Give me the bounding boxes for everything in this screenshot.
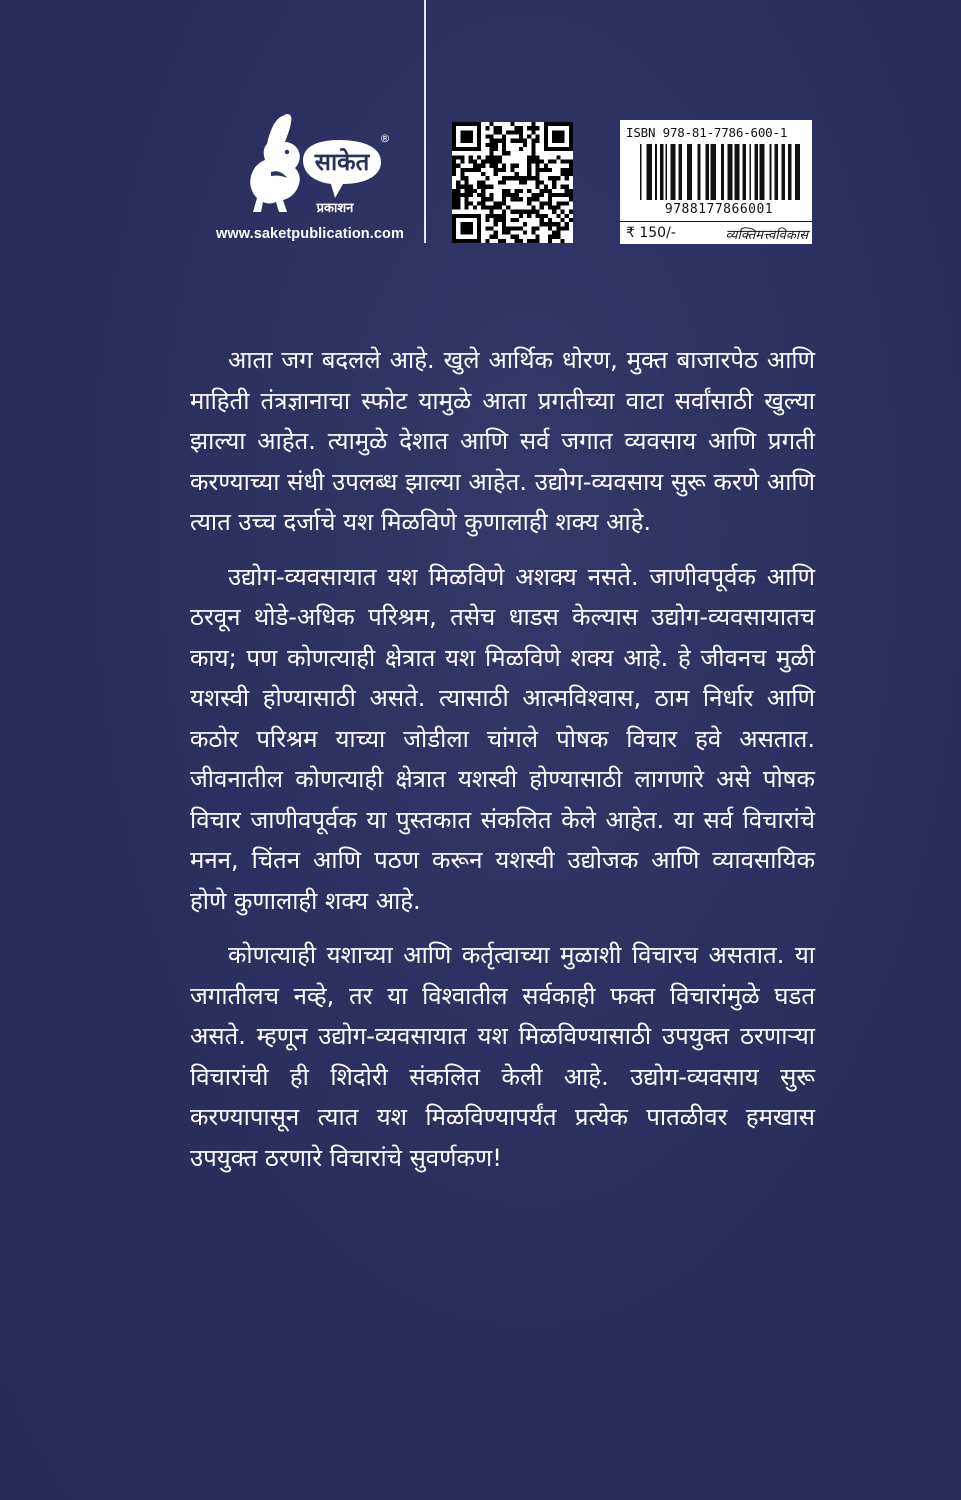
- publisher-website[interactable]: www.saketpublication.com: [216, 226, 404, 242]
- rabbit-icon: [250, 114, 300, 212]
- price: ₹ 150/-: [626, 225, 676, 241]
- barcode-icon: [640, 144, 800, 200]
- blurb-paragraph: कोणत्याही यशाच्या आणि कर्तृत्वाच्या मुळाशी विचारच असतात. या जगातीलच नव्हे, तर या विश्वातील सर्वकाही फक्त विचारांमुळे घडत असते. म्हणून उद्योग-व्यवसायात यश मिळविण्यासाठी उपयुक्त ठरणाऱ्या विचारांची ही शिदोरी संकलित केली आहे. उद्योग-व्यवसाय सुरू करण्यापासून त्यात यश मिळविण्यापर्यंत प्रत्येक पातळीवर हमखास उपयुक्त ठरणारे विचारांचे सुवर्णकण!: [190, 941, 815, 1172]
- publisher-logo: [243, 112, 393, 224]
- barcode-number: 9788177866001: [664, 202, 774, 217]
- category: व्यक्तिमत्त्वविकास: [725, 228, 808, 243]
- logo-subtext: प्रकाशन: [316, 201, 354, 216]
- blurb-paragraph: आता जग बदलले आहे. खुले आर्थिक धोरण, मुक्त बाजारपेठ आणि माहिती तंत्रज्ञानाचा स्फोट यामुळे आता प्रगतीच्या वाटा सर्वांसाठी खुल्या झाल्या आहेत. त्यामुळे देशात आणि सर्व जगात व्यवसाय आणि प्रगती करण्याच्या संधी उपलब्ध झाल्या आहेत. उद्योग-व्यवसाय सुरू करणे आणि त्यात उच्च दर्जाचे यश मिळविणे कुणालाही शक्य आहे.: [190, 346, 815, 536]
- isbn-label: ISBN 978-81-7786-600-1: [626, 125, 788, 140]
- price-row: [620, 221, 812, 245]
- logo-text: साकेत: [314, 148, 370, 176]
- top-divider: [424, 0, 426, 243]
- qr-code: [452, 122, 573, 243]
- back-cover-blurb: [190, 340, 815, 1192]
- registered-mark: ®: [379, 132, 391, 145]
- blurb-paragraph: उद्योग-व्यवसायात यश मिळविणे अशक्य नसते. जाणीवपूर्वक आणि ठरवून थोडे-अधिक परिश्रम, तसेच धाडस केल्यास उद्योग-व्यवसायातच काय; पण कोणत्याही क्षेत्रात यश मिळविणे शक्य आहे. हे जीवनच मुळी यशस्वी होण्यासाठी असते. त्यासाठी आत्मविश्वास, ठाम निर्धार आणि कठोर परिश्रम याच्या जोडीला चांगले पोषक विचार हवे असतात. जीवनातील कोणत्याही क्षेत्रात यशस्वी होण्यासाठी लागणारे असे पोषक विचार जाणीवपूर्वक या पुस्तकात संकलित केले आहेत. या सर्व विचारांचे मनन, चिंतन आणि पठण करून यशस्वी उद्योजक आणि व्यावसायिक होणे कुणालाही शक्य आहे.: [190, 562, 815, 915]
- isbn-barcode-box: [620, 120, 812, 244]
- publisher-logo-block: [205, 112, 415, 247]
- qr-code-icon: [452, 122, 573, 243]
